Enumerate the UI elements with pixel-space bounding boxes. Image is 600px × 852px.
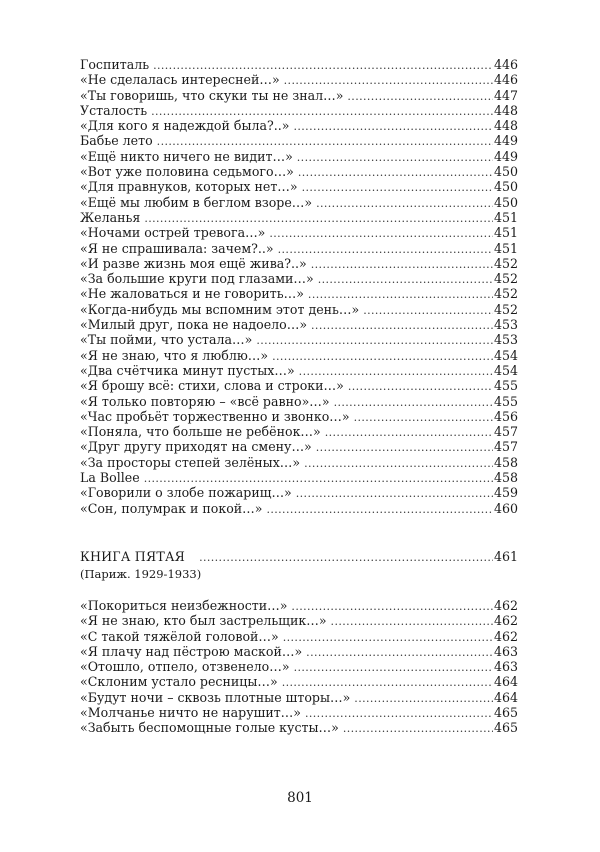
dot-leader (316, 440, 493, 455)
entry-title: «Покориться неизбежности…» (80, 597, 288, 613)
dot-leader (199, 550, 493, 566)
entry-page-number: 455 (493, 393, 518, 409)
toc-entry[interactable] (80, 659, 518, 674)
toc-entry[interactable] (80, 57, 518, 72)
dot-leader (278, 242, 493, 257)
entry-page-number: 450 (493, 164, 518, 180)
entry-page-number: 459 (493, 485, 518, 501)
entry-page-number: 463 (493, 643, 518, 659)
dot-leader (256, 333, 493, 348)
dot-leader (305, 706, 493, 721)
page-number: 801 (287, 790, 313, 806)
entry-page-number: 464 (493, 689, 518, 705)
entry-title: «Час пробьёт торжественно и звонко…» (80, 408, 350, 424)
toc-entry[interactable] (80, 644, 518, 659)
toc-entry[interactable] (80, 286, 518, 301)
entry-title: «Не жаловаться и не говорить…» (80, 286, 304, 302)
entry-page-number: 465 (493, 720, 518, 736)
dot-leader (311, 318, 493, 333)
toc-entry[interactable] (80, 439, 518, 454)
dot-leader (347, 89, 493, 104)
dot-leader (306, 645, 493, 660)
dot-leader (318, 272, 493, 287)
entry-title: «Когда-нибудь мы вспомним этот день…» (80, 301, 360, 317)
toc-entry[interactable] (80, 72, 518, 87)
dot-leader (291, 599, 493, 614)
entry-title: «Ещё никто ничего не видит…» (80, 148, 293, 164)
dot-leader (354, 410, 493, 425)
entry-title: «Вот уже половина седьмого…» (80, 164, 294, 180)
toc-entry[interactable] (80, 88, 518, 103)
entry-title: «Молчанье ничто не нарушит…» (80, 704, 301, 720)
section-title: КНИГА ПЯТАЯ (80, 548, 186, 564)
dot-leader (144, 471, 493, 486)
book-five-section (80, 549, 518, 736)
section-subtitle: (Париж. 1929-1933) (80, 566, 202, 581)
entry-title: «Я плачу над пёстрою маской…» (80, 643, 303, 659)
toc-entry[interactable] (80, 225, 518, 240)
dot-leader (354, 691, 493, 706)
entry-title: «Ещё мы любим в беглом взоре…» (80, 194, 313, 210)
toc-entry[interactable] (80, 363, 518, 378)
entry-title: «Отошло, отпело, отзвенело…» (80, 659, 290, 675)
entry-title: La Bollee (80, 470, 140, 486)
dot-leader (284, 73, 493, 88)
entry-title: «За просторы степей зелёных…» (80, 454, 301, 470)
entry-title: «Сон, полумрак и покой…» (80, 500, 263, 516)
dot-leader (296, 486, 493, 501)
dot-leader (297, 150, 493, 165)
entry-page-number: 449 (493, 133, 518, 149)
dot-leader (272, 349, 493, 364)
dot-leader (153, 58, 493, 73)
entry-title: «Ты пойми, что устала…» (80, 332, 253, 348)
toc-entry[interactable] (80, 348, 518, 363)
entry-page-number: 457 (493, 439, 518, 455)
toc-entry[interactable] (80, 118, 518, 133)
dot-leader (308, 287, 493, 302)
entry-title: «Не сделалась интересней…» (80, 72, 280, 88)
dot-leader (311, 257, 493, 272)
entry-title: Желанья (80, 209, 141, 225)
dot-leader (325, 425, 493, 440)
dot-leader (334, 395, 493, 410)
toc-entry[interactable] (80, 705, 518, 720)
entry-page-number: 452 (493, 286, 518, 302)
toc-page (80, 57, 518, 736)
entry-title: «Я брошу всё: стихи, слова и строки…» (80, 378, 344, 394)
dot-leader (294, 660, 493, 675)
toc-list-part2 (80, 598, 518, 736)
toc-entry[interactable] (80, 424, 518, 439)
entry-page-number: 458 (493, 454, 518, 470)
dot-leader (157, 134, 493, 149)
toc-entry[interactable] (80, 241, 518, 256)
toc-entry[interactable] (80, 317, 518, 332)
section-page: 461 (493, 548, 518, 564)
dot-leader (293, 119, 492, 134)
dot-leader (363, 303, 493, 318)
entry-title: «Забыть беспомощные голые кусты…» (80, 720, 339, 736)
dot-leader (331, 614, 493, 629)
entry-title: «Склоним устало ресницы…» (80, 674, 278, 690)
toc-entry[interactable] (80, 256, 518, 271)
toc-entry[interactable] (80, 409, 518, 424)
dot-leader (343, 721, 493, 736)
entry-page-number: 462 (493, 613, 518, 629)
toc-entry[interactable] (80, 613, 518, 628)
entry-page-number: 457 (493, 424, 518, 440)
entry-title: Бабье лето (80, 133, 153, 149)
entry-title: «Милый друг, пока не надоело…» (80, 317, 308, 333)
dot-leader (282, 675, 493, 690)
entry-title: «Ты говоришь, что скуки ты не знал…» (80, 87, 344, 103)
dot-leader (316, 196, 493, 211)
entry-page-number: 462 (493, 628, 518, 644)
entry-page-number: 455 (493, 378, 518, 394)
entry-title: «Друг другу приходят на смену…» (80, 439, 312, 455)
entry-page-number: 460 (493, 500, 518, 516)
entry-title: «Я не спрашивала: зачем?..» (80, 240, 274, 256)
entry-title: «Два счётчика минут пустых…» (80, 362, 295, 378)
entry-page-number: 454 (493, 347, 518, 363)
toc-entry[interactable] (80, 378, 518, 393)
entry-title: «Будут ночи – сквозь плотные шторы…» (80, 689, 351, 705)
toc-entry[interactable] (80, 133, 518, 148)
entry-title: «И разве жизнь моя ещё жива?..» (80, 255, 307, 271)
entry-title: Усталость (80, 102, 148, 118)
section-heading[interactable] (80, 549, 518, 565)
toc-entry[interactable] (80, 470, 518, 485)
toc-entry[interactable] (80, 674, 518, 689)
dot-leader (269, 226, 493, 241)
entry-page-number: 448 (493, 118, 518, 134)
dot-leader (144, 211, 493, 226)
entry-page-number: 458 (493, 470, 518, 486)
entry-page-number: 447 (493, 87, 518, 103)
entry-title: Госпиталь (80, 57, 150, 72)
toc-entry[interactable] (80, 485, 518, 500)
toc-entry[interactable] (80, 394, 518, 409)
entry-page-number: 450 (493, 194, 518, 210)
entry-title: «Для кого я надеждой была?..» (80, 118, 290, 134)
dot-leader (151, 104, 493, 119)
toc-entry[interactable] (80, 149, 518, 164)
toc-entry[interactable] (80, 210, 518, 225)
entry-title: «Ночами острей тревога…» (80, 225, 266, 241)
toc-entry[interactable] (80, 720, 518, 735)
entry-page-number: 451 (493, 240, 518, 256)
toc-entry[interactable] (80, 629, 518, 644)
dot-leader (302, 180, 493, 195)
entry-title: «С такой тяжёлой головой…» (80, 628, 279, 644)
entry-title: «Я не знаю, что я люблю…» (80, 347, 269, 363)
toc-entry[interactable] (80, 164, 518, 179)
toc-entry[interactable] (80, 690, 518, 705)
entry-title: «За большие круги под глазами…» (80, 271, 314, 287)
entry-page-number: 448 (493, 102, 518, 118)
toc-entry[interactable] (80, 598, 518, 613)
entry-title: «Поняла, что больше не ребёнок…» (80, 424, 321, 440)
dot-leader (283, 630, 493, 645)
entry-page-number: 452 (493, 255, 518, 271)
dot-leader (304, 456, 493, 471)
entry-page-number: 450 (493, 179, 518, 195)
dot-leader (348, 379, 493, 394)
entry-page-number: 451 (493, 225, 518, 241)
dot-leader (298, 165, 493, 180)
entry-page-number: 452 (493, 301, 518, 317)
dot-leader (299, 364, 493, 379)
entry-page-number: 446 (493, 57, 518, 72)
entry-page-number: 449 (493, 148, 518, 164)
entry-page-number: 464 (493, 674, 518, 690)
toc-entry[interactable] (80, 103, 518, 118)
toc-entry[interactable] (80, 271, 518, 286)
entry-title: «Говорили о злобе пожарищ…» (80, 485, 292, 501)
toc-entry[interactable] (80, 455, 518, 470)
entry-title: «Я только повторяю – «всё равно»…» (80, 393, 330, 409)
dot-leader (266, 502, 492, 517)
entry-page-number: 462 (493, 597, 518, 613)
toc-entry[interactable] (80, 179, 518, 194)
entry-page-number: 463 (493, 659, 518, 675)
toc-entry[interactable] (80, 302, 518, 317)
entry-title: «Я не знаю, кто был застрельщик…» (80, 613, 327, 629)
entry-title: «Для правнуков, которых нет…» (80, 179, 298, 195)
entry-page-number: 452 (493, 271, 518, 287)
entry-page-number: 453 (493, 332, 518, 348)
toc-entry[interactable] (80, 332, 518, 347)
entry-page-number: 465 (493, 704, 518, 720)
toc-entry[interactable] (80, 195, 518, 210)
entry-page-number: 453 (493, 317, 518, 333)
entry-page-number: 451 (493, 209, 518, 225)
toc-list-part1 (80, 57, 518, 516)
entry-page-number: 454 (493, 362, 518, 378)
toc-entry[interactable] (80, 501, 518, 516)
entry-page-number: 456 (493, 408, 518, 424)
entry-page-number: 446 (493, 72, 518, 88)
